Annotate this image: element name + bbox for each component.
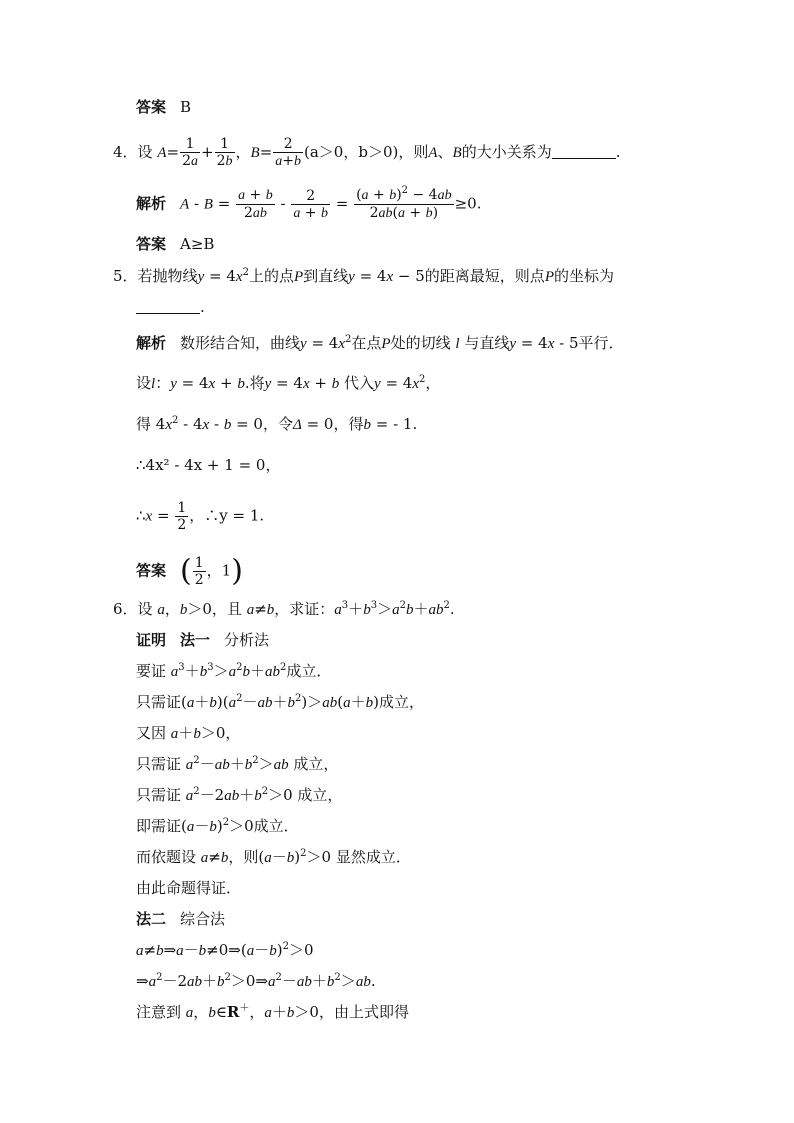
q6-statement: 6．设 a，b＞0，且 a≠b，求证：$a^3+b^3>a^2b+ab^2$. (113, 600, 455, 618)
fraction: $\frac{2}{a+b}$ (275, 136, 302, 169)
q5-line3: 得 $4x^2 - 4x - b = 0$，令Δ = 0，得b = - 1. (136, 415, 418, 433)
q4-answer: 答案 A≥B (136, 235, 215, 253)
fraction: $\frac{2}{a + b}$ (293, 187, 328, 221)
fraction: $\frac{1}{2b}$ (216, 136, 233, 169)
q6-proof-heading: 证明 法一 分析法 (136, 631, 270, 649)
q6-p5: 只需证 $a^2-2ab+b^2>0$ 成立， (136, 786, 343, 804)
q6-p3: 又因 a＋b＞0， (136, 724, 241, 742)
q5-statement: 5．若抛物线$y = 4x^2$上的点P到直线y = 4x − 5的距离最短，则点P的坐标为 (113, 267, 614, 285)
answer-label: 答案 (136, 98, 167, 116)
q6-p4: 只需证 $a^2-ab+b^2>ab$ 成立， (136, 755, 339, 773)
q5-line5: ∴x = $\frac{1}{2}$ ，∴y = 1. (136, 500, 265, 533)
q6-method2-heading: 法二 综合法 (136, 910, 226, 928)
q6-p8: 由此命题得证． (136, 879, 242, 897)
q6-s1: $a\ne b\Rightarrow a-b\ne 0\Rightarrow(a-b)^2>0$ (136, 941, 314, 959)
right-paren: ) (231, 553, 243, 589)
q6-p1: 要证 $a^3+b^3>a^2b+ab^2$成立． (136, 662, 332, 680)
q6-p6: 即需证$(a-b)^2>0$成立． (136, 817, 299, 835)
q6-p2: 只需证$(a+b)(a^2-ab+b^2)>ab(a+b)$成立， (136, 693, 424, 711)
analysis-label: 解析 (136, 194, 167, 213)
q4-statement: 4．设 A= $\frac{1}{2a}$ + $\frac{1}{2b}$ ，B= $\frac{2}{a+b}$ (a＞0，b＞0)，则A、B的大小关系为 . (113, 136, 621, 169)
prev-answer-value: B (180, 98, 192, 116)
q4-number: 4． (113, 143, 138, 161)
fraction: $\frac{a + b}{2ab}$ (238, 187, 273, 221)
answer-blank (552, 144, 616, 159)
left-paren: ( (180, 553, 192, 589)
q6-s2: $\Rightarrow a^2-2ab+b^2>0\Rightarrow a^2-ab+b^2>ab$. (136, 972, 376, 990)
q5-analysis: 解析 数形结合知，曲线$y = 4x^2$在点P处的切线 l 与直线y = 4x - 5平行． (136, 334, 624, 352)
q4-answer-value: A≥B (180, 235, 215, 253)
q5-blank-line: . (136, 297, 205, 317)
fraction: $\frac{1}{2}$ (177, 500, 187, 533)
q6-s3: 注意到 a，b∈R＋，a＋b＞0，由上式即得 (136, 1003, 409, 1021)
fraction: $\frac{1}{2a}$ (182, 136, 199, 169)
fraction: $\frac{(a + b)^2 - 4ab}{2ab(a + b)}$ (356, 185, 452, 221)
q5-answer: 答案 ( $\frac{1}{2}$ ，1) (136, 553, 243, 589)
prev-answer-line (136, 97, 191, 117)
q5-line4: ∴4x² - 4x + 1 = 0， (136, 456, 281, 474)
q4-analysis: 解析 A - B = $\frac{a + b}{2ab}$ - $\frac{2}{a + b}$ = $\frac{(a + b)^2 - 4ab}{2ab(a + b)}$ ≥0. (136, 185, 482, 221)
q6-p7: 而依题设 a≠b，则$(a-b)^2>0$ 显然成立． (136, 848, 411, 866)
fraction: $\frac{1}{2}$ (194, 555, 204, 588)
q5-line2: 设l：y = 4x + b.将y = 4x + b 代入$y = 4x^2$， (136, 374, 441, 392)
answer-blank (136, 299, 200, 314)
